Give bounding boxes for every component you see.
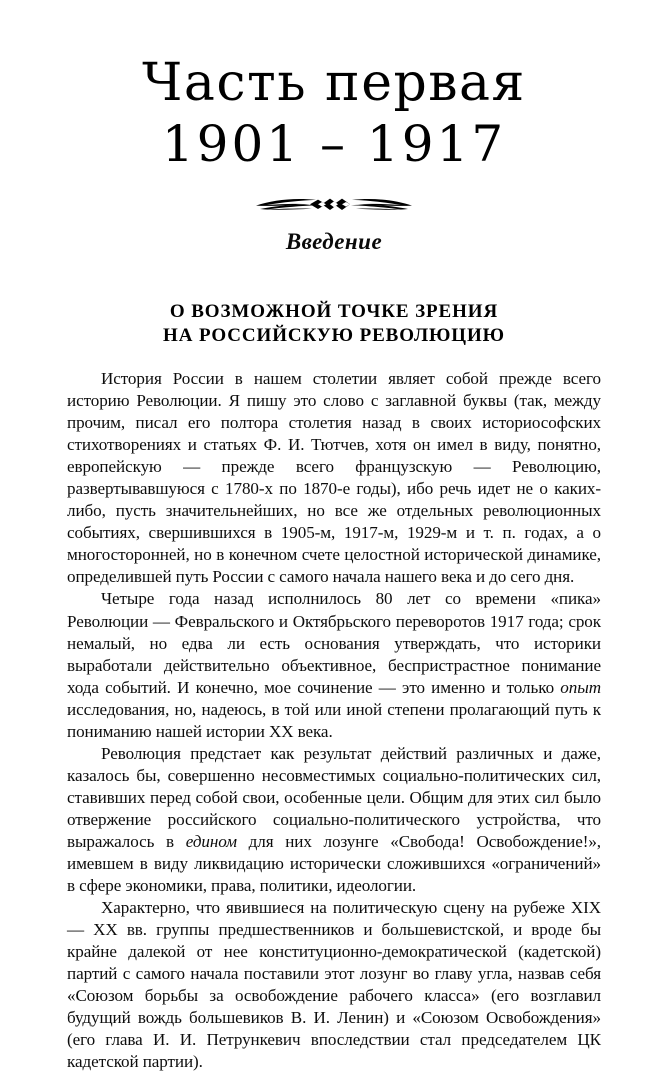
body-text-column	[67, 368, 601, 1074]
body-paragraph: Четыре года назад исполнилось 80 лет со времени «пика» Революции — Февральского и Октябрьского переворотов 1917 года; срок немалый, но едва ли есть основания утверждать, что историки выработали действительно объективное, беспристрастное понимание хода событий. И конечно, мое сочинение — это именно и только опыт исследования, но, надеюсь, в той или иной степени пролагающий путь к пониманию нашей истории XX века.	[67, 589, 601, 741]
body-paragraph: Революция предстает как результат действий различных и даже, казалось бы, совершенно несовместимых социально-политических сил, ставивших перед собой свои, особенные цели. Общим для этих сил было отвержение российского социально-политического устройства, что выражалось в едином для них лозунге «Свобода! Освобождение!», имевшем в виду ликвидацию исторически сложившихся «ограничений» в сфере экономики, права, политики, идеологии.	[67, 743, 601, 896]
decorative-flourish-ornament	[254, 192, 414, 216]
body-paragraph: Характерно, что явившиеся на политическую сцену на рубеже XIX— XX вв. группы предшественников и большевистской, и вроде бы крайне далекой от нее конституционно-демократической (кадетской) партий с самого начала поставили этот лозунг во главу угла, назвав себя «Союзом борьбы за освобождение рабочего класса» (его возглавил будущий вождь большевиков В. И. Ленин) и «Союзом Освобождения» (его глава И. И. Петрункевич впоследствии стал председателем ЦК кадетской партии).	[67, 898, 601, 1072]
body-paragraph: История России в нашем столетии являет собой прежде всего историю Революции. Я пишу это слово с заглавной буквы (так, между прочим, писал его полтора столетия назад в своих историософских стихотворениях и статьях Ф. И. Тютчев, хотя он имел в виду, понятно, европейскую — прежде всего французскую — Революцию, развертывавшуюся с 1780-х по 1870-е годы), ибо речь идет не о каких-либо, пусть значительнейших, но все же отдельных революционных событиях, свершившихся в 1905-м, 1917-м, 1929-м и т. п. годах, а о многосторонней, но в конечном счете целостной исторической динамике, определившей путь России с самого начала нашего века и до сего дня.	[67, 369, 601, 587]
page-title-line-2: НА РОССИЙСКУЮ РЕВОЛЮЦИЮ	[163, 324, 505, 346]
section-kicker: Введение	[285, 229, 383, 254]
part-title-line-1: Часть первая	[142, 53, 526, 113]
page-title-line-1: О ВОЗМОЖНОЙ ТОЧКЕ ЗРЕНИЯ	[169, 301, 499, 322]
part-title	[0, 0, 668, 174]
ornament-container	[0, 192, 668, 218]
part-title-line-2: 1901 – 1917	[161, 115, 507, 173]
page-title	[0, 300, 668, 347]
